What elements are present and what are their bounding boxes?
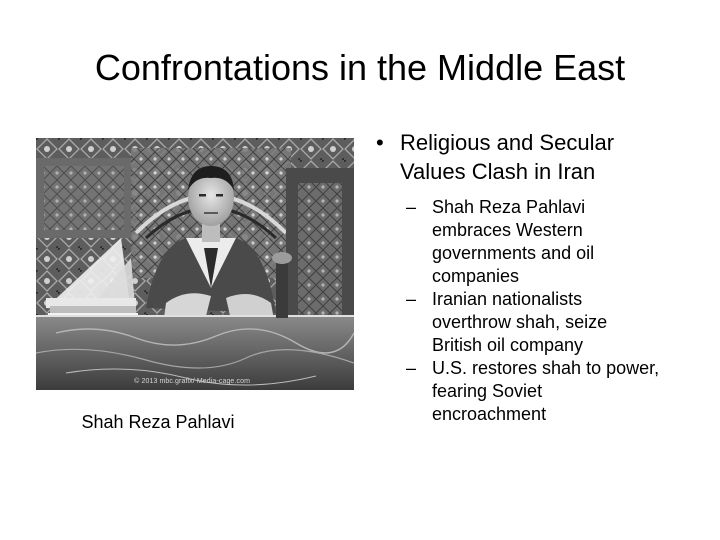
sub-bullet-list: [370, 196, 660, 426]
sub-bullet-text: U.S. restores shah to power, fearing Soviet encroachment: [432, 358, 660, 424]
shah-portrait-photo: [36, 138, 354, 390]
sub-bullet-item: [370, 357, 660, 426]
bullet-item: [370, 128, 660, 186]
bullet-text: Religious and Secular Values Clash in Iran: [400, 130, 615, 184]
sub-bullet-text: Iranian nationalists overthrow shah, seize British oil company: [432, 289, 608, 355]
photo-watermark: © 2013 mbc.grafix/ Media-cage.com: [134, 378, 250, 385]
dash-marker: –: [406, 358, 417, 378]
sub-bullet-item: [370, 288, 660, 357]
bullet-marker: •: [376, 130, 384, 155]
slide-title: Confrontations in the Middle East: [94, 47, 626, 88]
sub-bullet-text: Shah Reza Pahlavi embraces Western governments and oil companies: [432, 197, 595, 286]
dash-marker: –: [406, 197, 417, 217]
bullet-list: [370, 128, 660, 426]
photo-caption: Shah Reza Pahlavi: [81, 412, 235, 432]
dash-marker: –: [406, 289, 417, 309]
sub-bullet-item: [370, 196, 660, 288]
